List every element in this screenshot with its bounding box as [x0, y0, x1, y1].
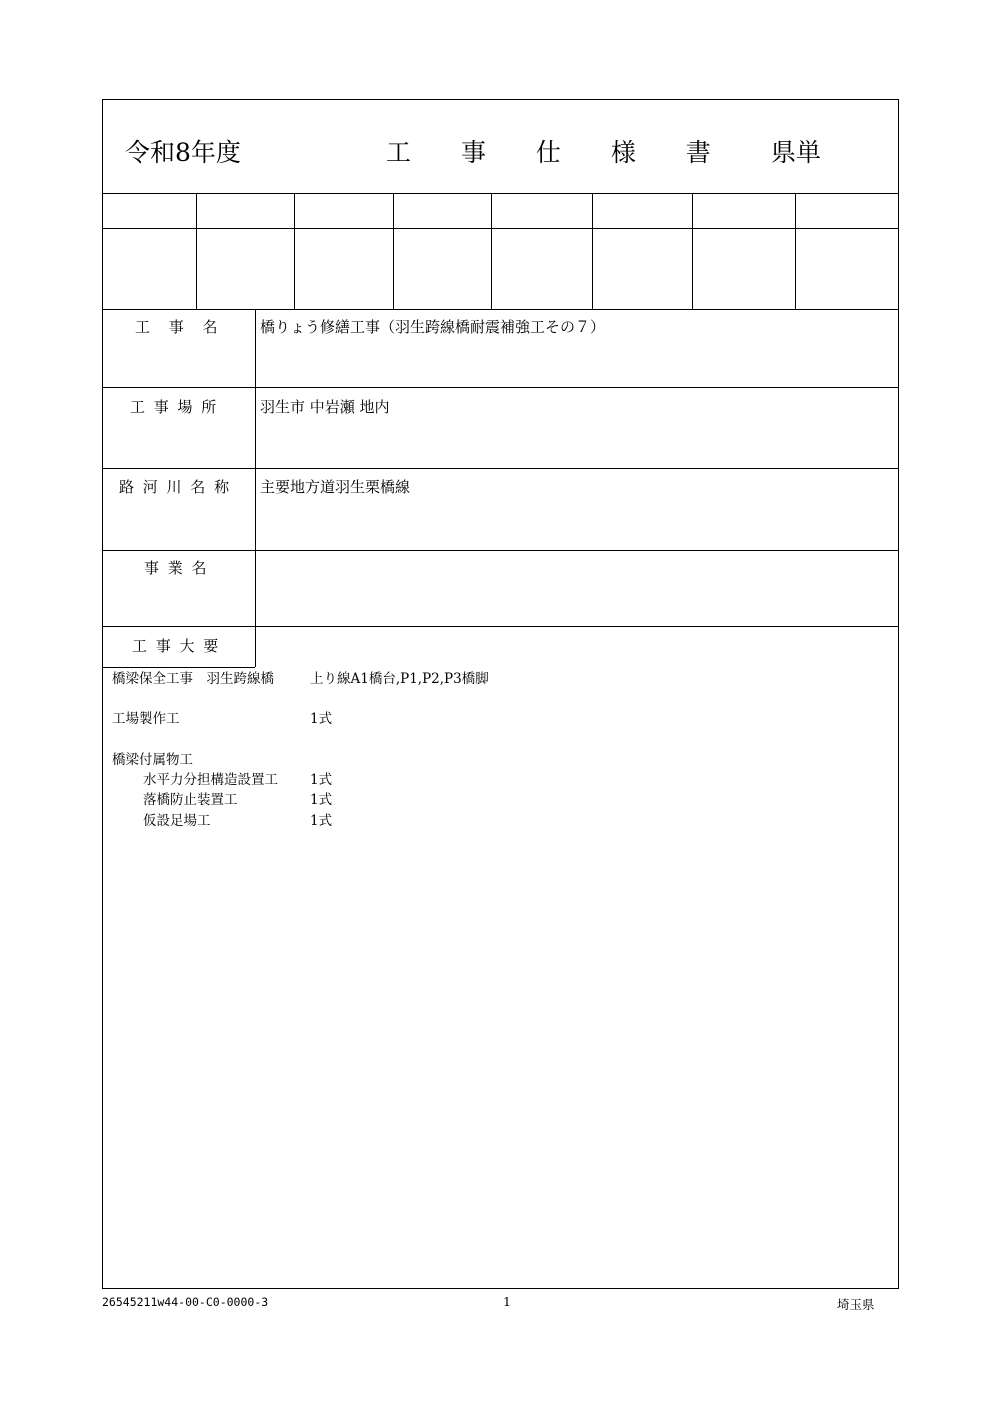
construction-outline-label: 工 事 大 要	[132, 637, 219, 655]
construction-name-label: 工 事 名	[135, 318, 218, 336]
document-code: 26545211w44-00-C0-0000-3	[102, 1295, 269, 1309]
approval-cell-divider	[294, 193, 295, 309]
spec-sheet-frame	[102, 99, 899, 1289]
row-line	[102, 550, 899, 551]
grid-line	[102, 193, 899, 194]
issuer: 埼玉県	[837, 1297, 875, 1312]
grid-line	[102, 309, 899, 310]
label-column-divider	[255, 309, 256, 667]
outline-sub-item: 水平力分担構造設置工	[143, 772, 278, 788]
outline-quantity: 1式	[310, 772, 333, 788]
outline-sub-item: 仮設足場工	[143, 813, 211, 829]
row-line	[102, 468, 899, 469]
row-line	[102, 626, 899, 627]
fiscal-year: 令和8年度	[125, 138, 241, 167]
construction-site-label: 工 事 場 所	[130, 398, 217, 416]
outline-item: 工場製作工	[112, 711, 180, 727]
page-number: 1	[503, 1294, 511, 1309]
row-line	[102, 387, 899, 388]
outline-item: 橋梁保全工事 羽生跨線橋	[112, 671, 274, 687]
outline-quantity: 1式	[310, 792, 333, 808]
approval-cell-divider	[592, 193, 593, 309]
budget-type: 県単	[771, 138, 822, 167]
outline-sub-item: 落橋防止装置工	[143, 792, 238, 808]
approval-cell-divider	[393, 193, 394, 309]
construction-site-value: 羽生市 中岩瀬 地内	[260, 398, 390, 416]
project-name-label: 事 業 名	[144, 559, 207, 577]
outline-detail: 上り線A1橋台,P1,P2,P3橋脚	[310, 671, 489, 687]
road-river-name-value: 主要地方道羽生栗橋線	[260, 478, 411, 496]
approval-cell-divider	[692, 193, 693, 309]
approval-cell-divider	[196, 193, 197, 309]
outline-quantity: 1式	[310, 813, 333, 829]
road-river-name-label: 路 河 川 名 称	[119, 478, 230, 496]
outline-quantity: 1式	[310, 711, 333, 727]
approval-cell-divider	[491, 193, 492, 309]
grid-line	[102, 228, 899, 229]
document-title: 工 事 仕 様 書	[386, 138, 725, 167]
row-line	[102, 667, 255, 668]
approval-cell-divider	[795, 193, 796, 309]
construction-name-value: 橋りょう修繕工事（羽生跨線橋耐震補強工その７）	[260, 318, 606, 336]
outline-item: 橋梁付属物工	[112, 752, 193, 768]
